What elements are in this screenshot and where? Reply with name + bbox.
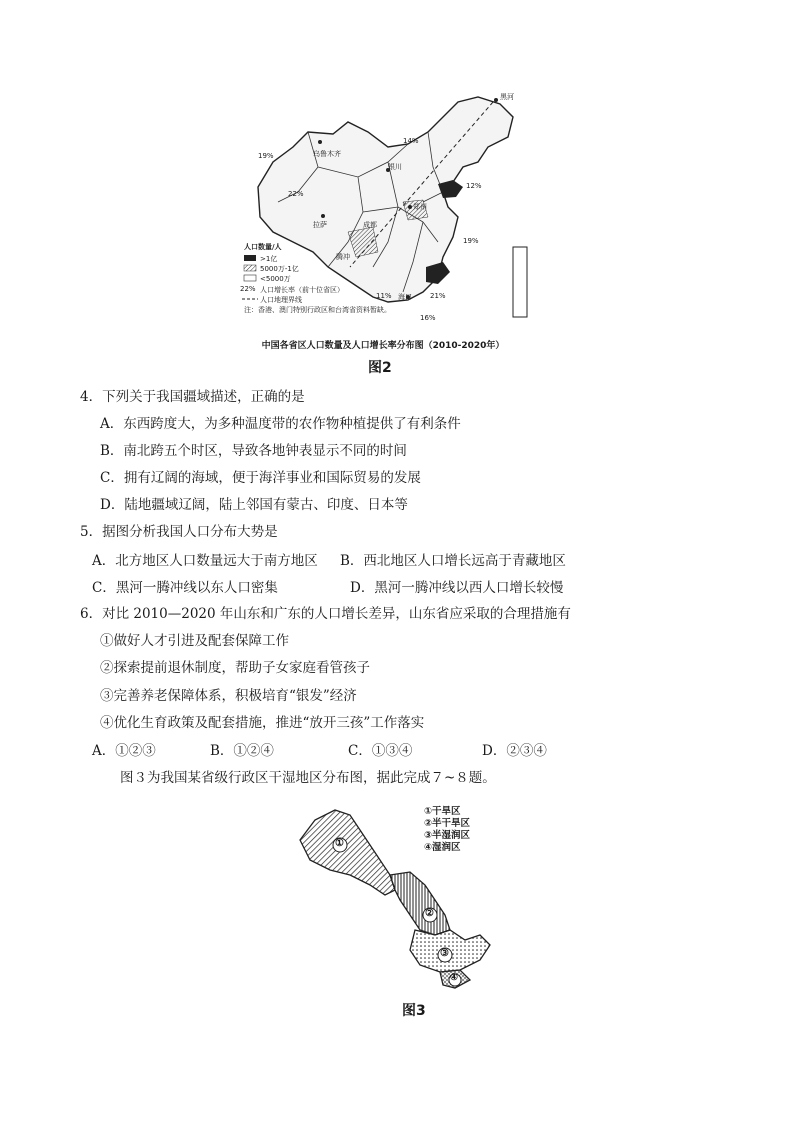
label-rate-19-east: 19% <box>463 237 479 245</box>
region-mark-2: ② <box>425 908 434 919</box>
q6-stem: 6．对比 2010—2020 年山东和广东的人口增长差异，山东省应采取的合理措施有 <box>80 606 571 622</box>
q6-option-a: A．①②③ <box>92 743 156 759</box>
label-rate-22: 22% <box>288 190 304 198</box>
city-dot-lhasa <box>321 214 325 218</box>
label-lhasa: 拉萨 <box>313 221 327 229</box>
region-mark-1: ① <box>335 838 344 849</box>
china-population-map <box>238 92 528 352</box>
label-chengdu: 成都 <box>363 221 377 229</box>
q5-option-d: D．黑河一腾冲线以西人口增长较慢 <box>350 580 564 596</box>
label-haikou: 海口 <box>398 293 412 301</box>
figure2-caption: 图2 <box>368 360 392 376</box>
legend-note: 注：香港、澳门特别行政区和台湾省资料暂缺。 <box>244 306 391 314</box>
q5-option-b: B．西北地区人口增长远高于青藏地区 <box>340 553 566 569</box>
legend-semihumid: ③半湿润区 <box>424 830 471 841</box>
q6-statement-1: ①做好人才引进及配套保障工作 <box>100 633 289 649</box>
q4-option-b: B．南北跨五个时区，导致各地钟表显示不同的时间 <box>100 443 407 459</box>
legend-semiarid: ②半干旱区 <box>424 818 471 829</box>
label-heihe: 黑河 <box>500 93 514 101</box>
label-urumqi: 乌鲁木齐 <box>313 150 341 158</box>
legend-rate-sample: 22% <box>240 285 256 293</box>
label-rate-14: 14% <box>403 137 419 145</box>
south-china-sea-inset <box>513 247 527 317</box>
city-dot-zhengzhou <box>408 205 412 209</box>
legend-swatch-hatch <box>244 265 256 271</box>
q5-option-c: C．黑河一腾冲线以东人口密集 <box>92 580 278 596</box>
legend-arid: ①干旱区 <box>424 806 461 817</box>
province-map-svg <box>295 800 525 990</box>
legend-item-3: <5000万 <box>260 275 291 283</box>
legend-line-label: 人口地理界线 <box>260 296 302 304</box>
q4-option-c: C．拥有辽阔的海域，便于海洋事业和国际贸易的发展 <box>100 470 421 486</box>
province-drywet-map <box>295 800 525 990</box>
q6-option-d: D．②③④ <box>482 743 547 759</box>
label-rate-16: 16% <box>420 314 436 322</box>
legend-item-2: 5000万-1亿 <box>260 265 299 273</box>
label-zhengzhou: 郑州 <box>413 203 427 211</box>
label-tengchong: 腾冲 <box>336 253 350 261</box>
label-yinchuan: 银川 <box>388 163 402 171</box>
q4-option-a: A．东西跨度大，为多种温度带的农作物种植提供了有利条件 <box>100 416 461 432</box>
q6-option-b: B．①②④ <box>210 743 274 759</box>
region-mark-3: ③ <box>440 948 449 959</box>
q6-option-c: C．①③④ <box>348 743 413 759</box>
legend-title: 人口数量/人 <box>244 243 282 251</box>
label-rate-11: 11% <box>376 292 392 300</box>
q6-statement-2: ②探索提前退休制度，帮助子女家庭看管孩子 <box>100 660 370 676</box>
q6-statement-4: ④优化生育政策及配套措施，推进“放开三孩”工作落实 <box>100 715 425 731</box>
legend-rate-label: 人口增长率（前十位省区） <box>260 286 344 294</box>
region-semiarid <box>390 872 450 935</box>
figure3-caption: 图3 <box>402 1003 426 1019</box>
legend-swatch-light <box>244 275 256 281</box>
legend-swatch-dark <box>244 255 256 261</box>
q4-stem: 4．下列关于我国疆域描述，正确的是 <box>80 389 305 405</box>
city-dot-urumqi <box>318 140 322 144</box>
intro-q7-8: 图３为我国某省级行政区干湿地区分布图，据此完成７~８题。 <box>120 770 496 786</box>
region-arid <box>300 810 395 895</box>
q5-stem: 5．据图分析我国人口分布大势是 <box>80 524 278 540</box>
q6-statement-3: ③完善养老保障体系，积极培育“银发”经济 <box>100 688 357 704</box>
city-dot-heihe <box>494 98 498 102</box>
q5-option-a: A．北方地区人口数量远大于南方地区 <box>92 553 318 569</box>
figure2-map-title: 中国各省区人口数量及人口增长率分布图（2010-2020年） <box>261 341 505 351</box>
region-mark-4: ④ <box>450 973 459 983</box>
label-rate-19-west: 19% <box>258 152 274 160</box>
figure3-legend <box>424 806 470 854</box>
legend-item-1: >1亿 <box>260 255 278 263</box>
label-rate-21: 21% <box>430 292 446 300</box>
legend-humid: ④湿润区 <box>424 842 461 853</box>
label-rate-12: 12% <box>466 182 482 190</box>
q4-option-d: D．陆地疆域辽阔，陆上邻国有蒙古、印度、日本等 <box>100 497 408 513</box>
